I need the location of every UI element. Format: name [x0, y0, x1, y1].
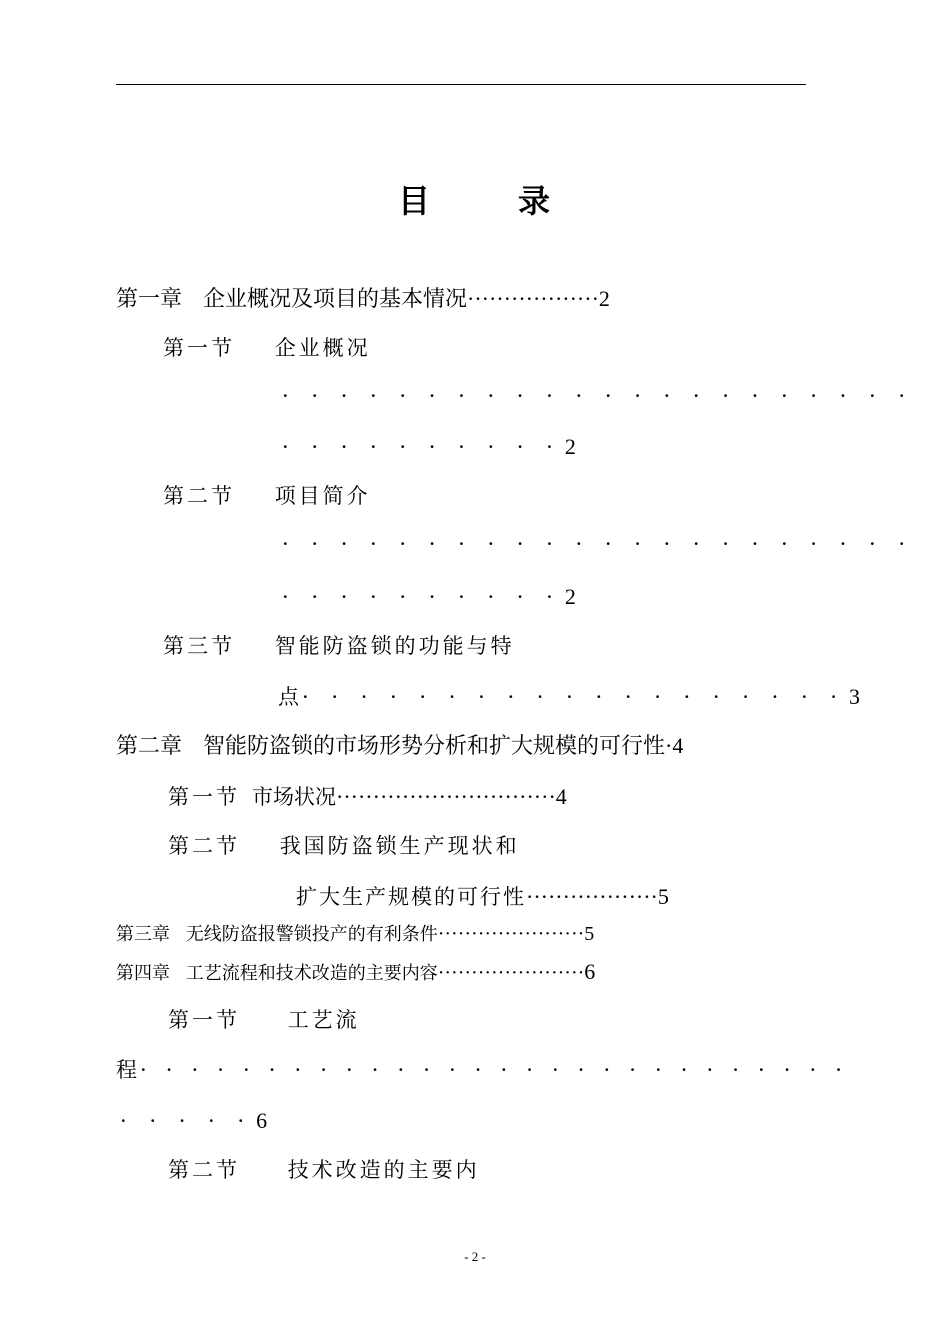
- section-label: 第二节: [168, 834, 240, 858]
- section-title-continuation: 点· · · · · · · · · · · · · · · · · · · 3: [278, 684, 860, 709]
- chapter-label: 第四章: [116, 963, 170, 984]
- chapter-label: 第三章: [116, 924, 170, 945]
- page-number: 2: [564, 434, 576, 459]
- toc-title: 目 录: [397, 182, 553, 220]
- section-label: 第一节: [163, 336, 235, 360]
- chapter-title: 智能防盗锁的市场形势分析和扩大规模的可行性: [203, 734, 666, 759]
- section-title-continuation: 扩大生产规模的可行性··················5: [296, 884, 669, 909]
- leader-dots-end: · · · · · · · · · · 2: [282, 434, 576, 459]
- section-title: 技术改造的主要内: [287, 1158, 480, 1182]
- leader-dots: · · · · · · · · · · · · · · · · · · · · · ·: [282, 532, 914, 556]
- page-number: 2: [598, 286, 610, 311]
- chapter-title: 无线防盗报警锁投产的有利条件: [185, 924, 438, 945]
- section-title: 工艺流: [287, 1008, 360, 1032]
- leader-dots: · · · · · · · · · · · · · · · · · · ·: [302, 685, 845, 709]
- section-title: 市场状况: [252, 785, 336, 809]
- section-label: 第一节: [168, 785, 240, 809]
- page-number: 6: [584, 959, 596, 984]
- chapter-label: 第二章: [116, 734, 183, 759]
- toc-entry-chapter-3[interactable]: [116, 924, 594, 944]
- page-number: 3: [849, 684, 860, 709]
- toc-entry-section-2-1[interactable]: [168, 786, 567, 808]
- leader-dots: ··················: [526, 884, 658, 909]
- header-rule: [116, 84, 806, 85]
- toc-entry-section-1-1[interactable]: [163, 338, 371, 359]
- chapter-title: 企业概况及项目的基本情况: [203, 287, 468, 312]
- toc-entry-chapter-4[interactable]: [116, 961, 595, 983]
- leader-dots: · · · · · · · · · · · · · · · · · · · · · ·: [282, 384, 914, 408]
- section-label: 第二节: [168, 1158, 240, 1182]
- leader-dots: ······················: [437, 962, 585, 984]
- section-title: 我国防盗锁生产现状和: [279, 834, 520, 858]
- toc-entry-chapter-2[interactable]: [116, 735, 683, 758]
- toc-entry-section-4-2[interactable]: [168, 1160, 480, 1181]
- page-number: 4: [672, 733, 684, 758]
- leader-dots: · · · · · · · · · · · · · · · · · · · · · · · · · · · ·: [140, 1058, 849, 1082]
- section-title: 智能防盗锁的功能与特: [274, 634, 515, 658]
- toc-entry-section-4-1[interactable]: [168, 1010, 360, 1031]
- page-footer: - 2 -: [464, 1249, 486, 1264]
- chapter-label: 第一章: [116, 287, 183, 312]
- page-number: 5: [584, 923, 595, 945]
- section-title-continuation: 程· · · · · · · · · · · · · · · · · · · · · · · · · · · ·: [116, 1058, 849, 1082]
- leader-dots: ······························: [336, 784, 556, 809]
- chapter-title: 工艺流程和技术改造的主要内容: [185, 963, 438, 984]
- leader-dots: ······················: [437, 923, 585, 945]
- page-number: 5: [657, 884, 669, 909]
- page-number: 4: [555, 784, 567, 809]
- page-number: 6: [256, 1108, 268, 1133]
- section-label: 第三节: [163, 634, 235, 658]
- section-label: 第二节: [163, 484, 235, 508]
- leader-dots-end: · · · · · 6: [120, 1108, 268, 1133]
- toc-entry-section-1-2[interactable]: [163, 486, 371, 507]
- section-label: 第一节: [168, 1008, 240, 1032]
- page-number: 2: [564, 584, 576, 609]
- toc-entry-chapter-1[interactable]: [116, 288, 610, 311]
- leader-dots-end: · · · · · · · · · · 2: [282, 584, 576, 609]
- section-title: 项目简介: [274, 484, 371, 508]
- leader-dots: ··················: [467, 286, 599, 311]
- section-title: 企业概况: [274, 336, 371, 360]
- toc-entry-section-2-2[interactable]: [168, 836, 520, 857]
- toc-entry-section-1-3[interactable]: [163, 636, 515, 657]
- leader-dots: ·: [665, 733, 673, 758]
